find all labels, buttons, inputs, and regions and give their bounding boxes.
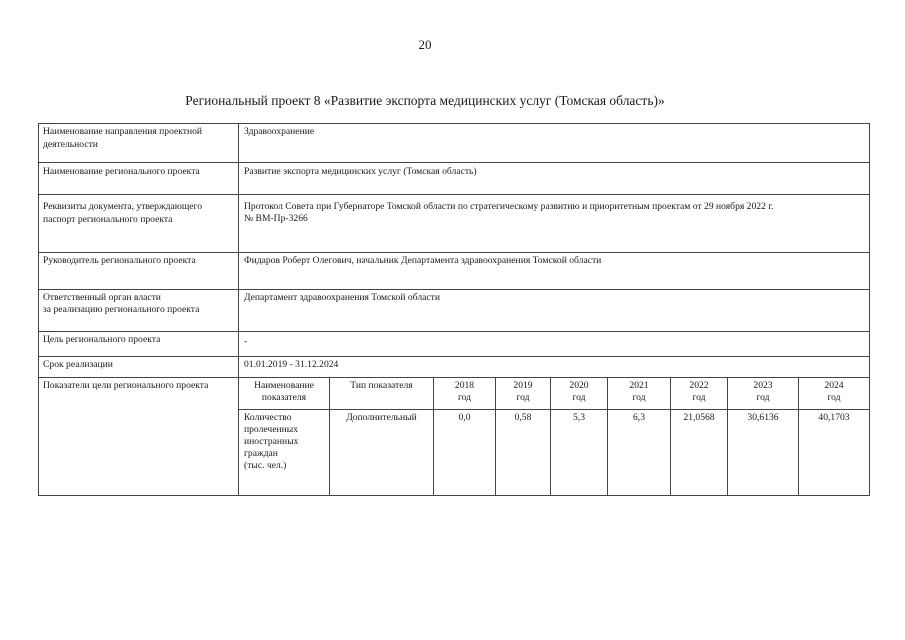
header-year-label: год xyxy=(827,392,841,403)
header-indicator-type: Тип показателя xyxy=(350,380,413,391)
header-year-label: год xyxy=(516,392,530,403)
header-year-2023: 2023 xyxy=(753,380,773,391)
manager-value: Фидаров Роберт Олегович, начальник Департамента здравоохранения Томской области xyxy=(244,255,602,266)
header-year-2022: 2022 xyxy=(689,380,709,391)
indicator-name-line: граждан xyxy=(244,448,278,459)
value-2019: 0,58 xyxy=(514,412,532,423)
goal-label: Цель регионального проекта xyxy=(43,334,161,345)
indicator-name-line: иностранных xyxy=(244,436,299,447)
direction-value: Здравоохранение xyxy=(244,126,315,137)
value-2022: 21,0568 xyxy=(683,412,715,423)
header-indicator-name-line2: показателя xyxy=(261,392,307,403)
direction-label: Наименование направления проектной деятельности xyxy=(43,126,203,150)
value-2023: 30,6136 xyxy=(747,412,779,423)
header-year-label: год xyxy=(756,392,770,403)
header-year-2018: 2018 xyxy=(454,380,475,391)
value-2021: 6,3 xyxy=(633,412,645,423)
responsible-label-line2: за реализацию регионального проекта xyxy=(43,304,200,315)
document-value-line1: Протокол Совета при Губернаторе Томской области по стратегическому развитию и приоритетным проектам от 29 ноября 2022 г. xyxy=(244,201,774,212)
page-number: 20 xyxy=(418,37,432,52)
indicator-name-line: пролеченных xyxy=(244,424,299,435)
manager-label: Руководитель регионального проекта xyxy=(43,255,196,266)
project-name-value: Развитие экспорта медицинских услуг (Томская область) xyxy=(244,166,477,177)
header-year-label: год xyxy=(457,392,472,403)
period-label: Срок реализации xyxy=(43,359,113,370)
header-year-label: год xyxy=(632,392,646,403)
header-year-2019: 2019 xyxy=(513,380,533,391)
indicator-type: Дополнительный xyxy=(346,412,417,423)
responsible-value: Департамент здравоохранения Томской области xyxy=(244,292,440,303)
indicators-label: Показатели цели регионального проекта xyxy=(43,380,209,391)
document-title: Региональный проект 8 «Развитие экспорта медицинских услуг (Томская область)» xyxy=(185,93,665,108)
indicator-name-line: (тыс. чел.) xyxy=(244,460,287,471)
goal-value: - xyxy=(244,336,248,347)
header-year-2021: 2021 xyxy=(629,380,649,391)
value-2020: 5,3 xyxy=(573,412,585,423)
header-year-label: год xyxy=(572,392,586,403)
indicator-name-line: Количество xyxy=(244,412,292,423)
header-indicator-name-line1: Наименование xyxy=(254,380,314,391)
period-value: 01.01.2019 - 31.12.2024 xyxy=(244,359,339,370)
responsible-label-line1: Ответственный орган власти xyxy=(43,292,161,303)
value-2018: 0,0 xyxy=(458,412,471,423)
header-year-2024: 2024 xyxy=(824,380,844,391)
header-year-2020: 2020 xyxy=(569,380,589,391)
document-label: Реквизиты документа, утверждающего паспорт регионального проекта xyxy=(43,201,203,225)
document-value-line2: № ВМ-Пр-3266 xyxy=(244,213,308,224)
project-name-label: Наименование регионального проекта xyxy=(43,166,200,177)
header-year-label: год xyxy=(692,392,706,403)
value-2024: 40,1703 xyxy=(818,412,850,423)
